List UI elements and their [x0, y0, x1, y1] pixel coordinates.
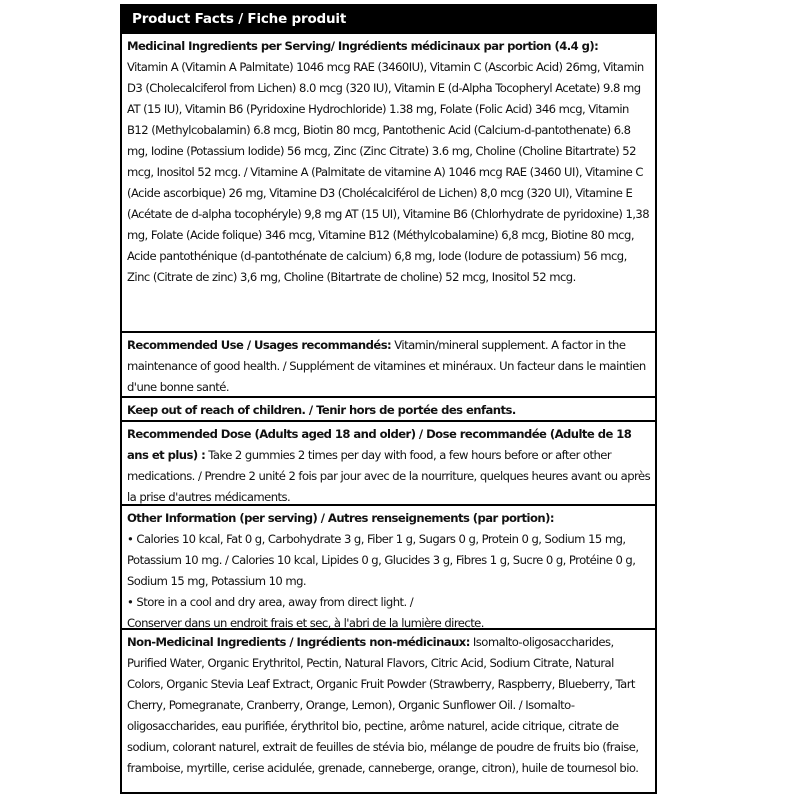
medicinal-ingredients-label: Medicinal Ingredients per Serving/ Ingrédients médicinaux par portion (4.4 g): — [127, 39, 599, 53]
recommended-dose-text: Take 2 gummies 2 times per day with food, a few hours before or after other medications. / Prendre 2 unité 2 fois par jour avec de la nourriture, quelques heures avant ou après la prise d'autres médicaments. — [127, 448, 651, 504]
recommended-use-text: Vitamin/mineral supplement. A factor in the maintenance of good health. / Supplément de vitamines et minéraux. Un facteur dans le maintien d'une bonne santé. — [127, 338, 646, 394]
recommended-dose-label: Recommended Dose (Adults aged 18 and older) / Dose recommandée (Adulte de 18 ans et plus) : — [127, 427, 632, 462]
recommended-use-section — [122, 331, 655, 396]
panel-title: Product Facts / Fiche produit — [122, 6, 655, 32]
other-information-label: Other Information (per serving) / Autres renseignements (par portion): — [127, 511, 554, 525]
recommended-use-label: Recommended Use / Usages recommandés: — [127, 338, 392, 352]
non-medicinal-ingredients-text: Isomalto-oligosaccharides, Purified Water, Organic Erythritol, Pectin, Natural Flavors, Citric Acid, Sodium Citrate, Natural Colors, Organic Stevia Leaf Extract, Organic Fruit Powder (Strawberry, Raspberry, Blueberry, Tart Cherry, Pomegranate, Cranberry, Orange, Lemon), Organic Sunflower Oil. / Isomalto-oligosaccharides, eau purifiée, érythritol bio, pectine, arôme naturel, acide citrique, citrate de sodium, colorant naturel, extrait de feuilles de stévia bio, mélange de poudre de fruits bio (fraise, framboise, myrtille, cerise acidulée, grenade, canneberge, orange, citron), huile de tournesol bio. — [127, 635, 639, 775]
non-medicinal-ingredients-label: Non-Medicinal Ingredients / Ingrédients non-médicinaux: — [127, 635, 470, 649]
product-facts-panel — [120, 4, 657, 794]
nutrition-bullet: • Calories 10 kcal, Fat 0 g, Carbohydrate 3 g, Fiber 1 g, Sugars 0 g, Protein 0 g, Sodium 15 mg, Potassium 10 mg. / Calories 10 kcal, Lipides 0 g, Glucides 3 g, Fibres 1 g, Sucre 0 g, Protéine 0 g, Sodium 15 mg, Potassium 10 mg. — [127, 532, 636, 588]
recommended-dose-section — [122, 420, 655, 504]
medicinal-ingredients-text: Vitamin A (Vitamin A Palmitate) 1046 mcg RAE (3460IU), Vitamin C (Ascorbic Acid) 26mg, Vitamin D3 (Cholecalciferol from Lichen) 8.0 mcg (320 IU), Vitamin E (d-Alpha Tocopheryl Acetate) 9.8 mg AT (15 IU), Vitamin B6 (Pyridoxine Hydrochloride) 1.38 mg, Folate (Folic Acid) 346 mcg, Vitamin B12 (Methylcobalamin) 6.8 mcg, Biotin 80 mcg, Pantothenic Acid (Calcium-d-pantothenate) 6.8 mg, Iodine (Potassium Iodide) 56 mcg, Zinc (Zinc Citrate) 3.6 mg, Choline (Choline Bitartrate) 52 mcg, Inositol 52 mcg. / Vitamine A (Palmitate de vitamine A) 1046 mcg RAE (3460 UI), Vitamine C (Acide ascorbique) 26 mg, Vitamine D3 (Cholécalciférol de Lichen) 8,0 mcg (320 UI), Vitamine E (Acétate de d-alpha tocophéryle) 9,8 mg AT (15 UI), Vitamine B6 (Chlorhydrate de pyridoxine) 1,38 mg, Folate (Acide folique) 346 mcg, Vitamine B12 (Méthylcobalamine) 6,8 mcg, Biotine 80 mcg, Acide pantothénique (d-pantothénate de calcium) 6,8 mg, Iode (Iodure de potassium) 56 mcg, Zinc (Citrate de zinc) 3,6 mg, Choline (Bitartrate de choline) 52 mcg, Inositol 52 mcg. — [127, 60, 650, 284]
other-information-section — [122, 504, 655, 628]
storage-bullet-fr: Conserver dans un endroit frais et sec, à l'abri de la lumière directe. — [127, 616, 484, 630]
storage-bullet: • Store in a cool and dry area, away from direct light. / — [127, 595, 414, 609]
warning-section — [122, 396, 655, 420]
warning-label: Keep out of reach of children. / Tenir hors de portée des enfants. — [127, 403, 516, 417]
medicinal-ingredients-section — [122, 32, 655, 331]
non-medicinal-ingredients-section — [122, 628, 655, 808]
